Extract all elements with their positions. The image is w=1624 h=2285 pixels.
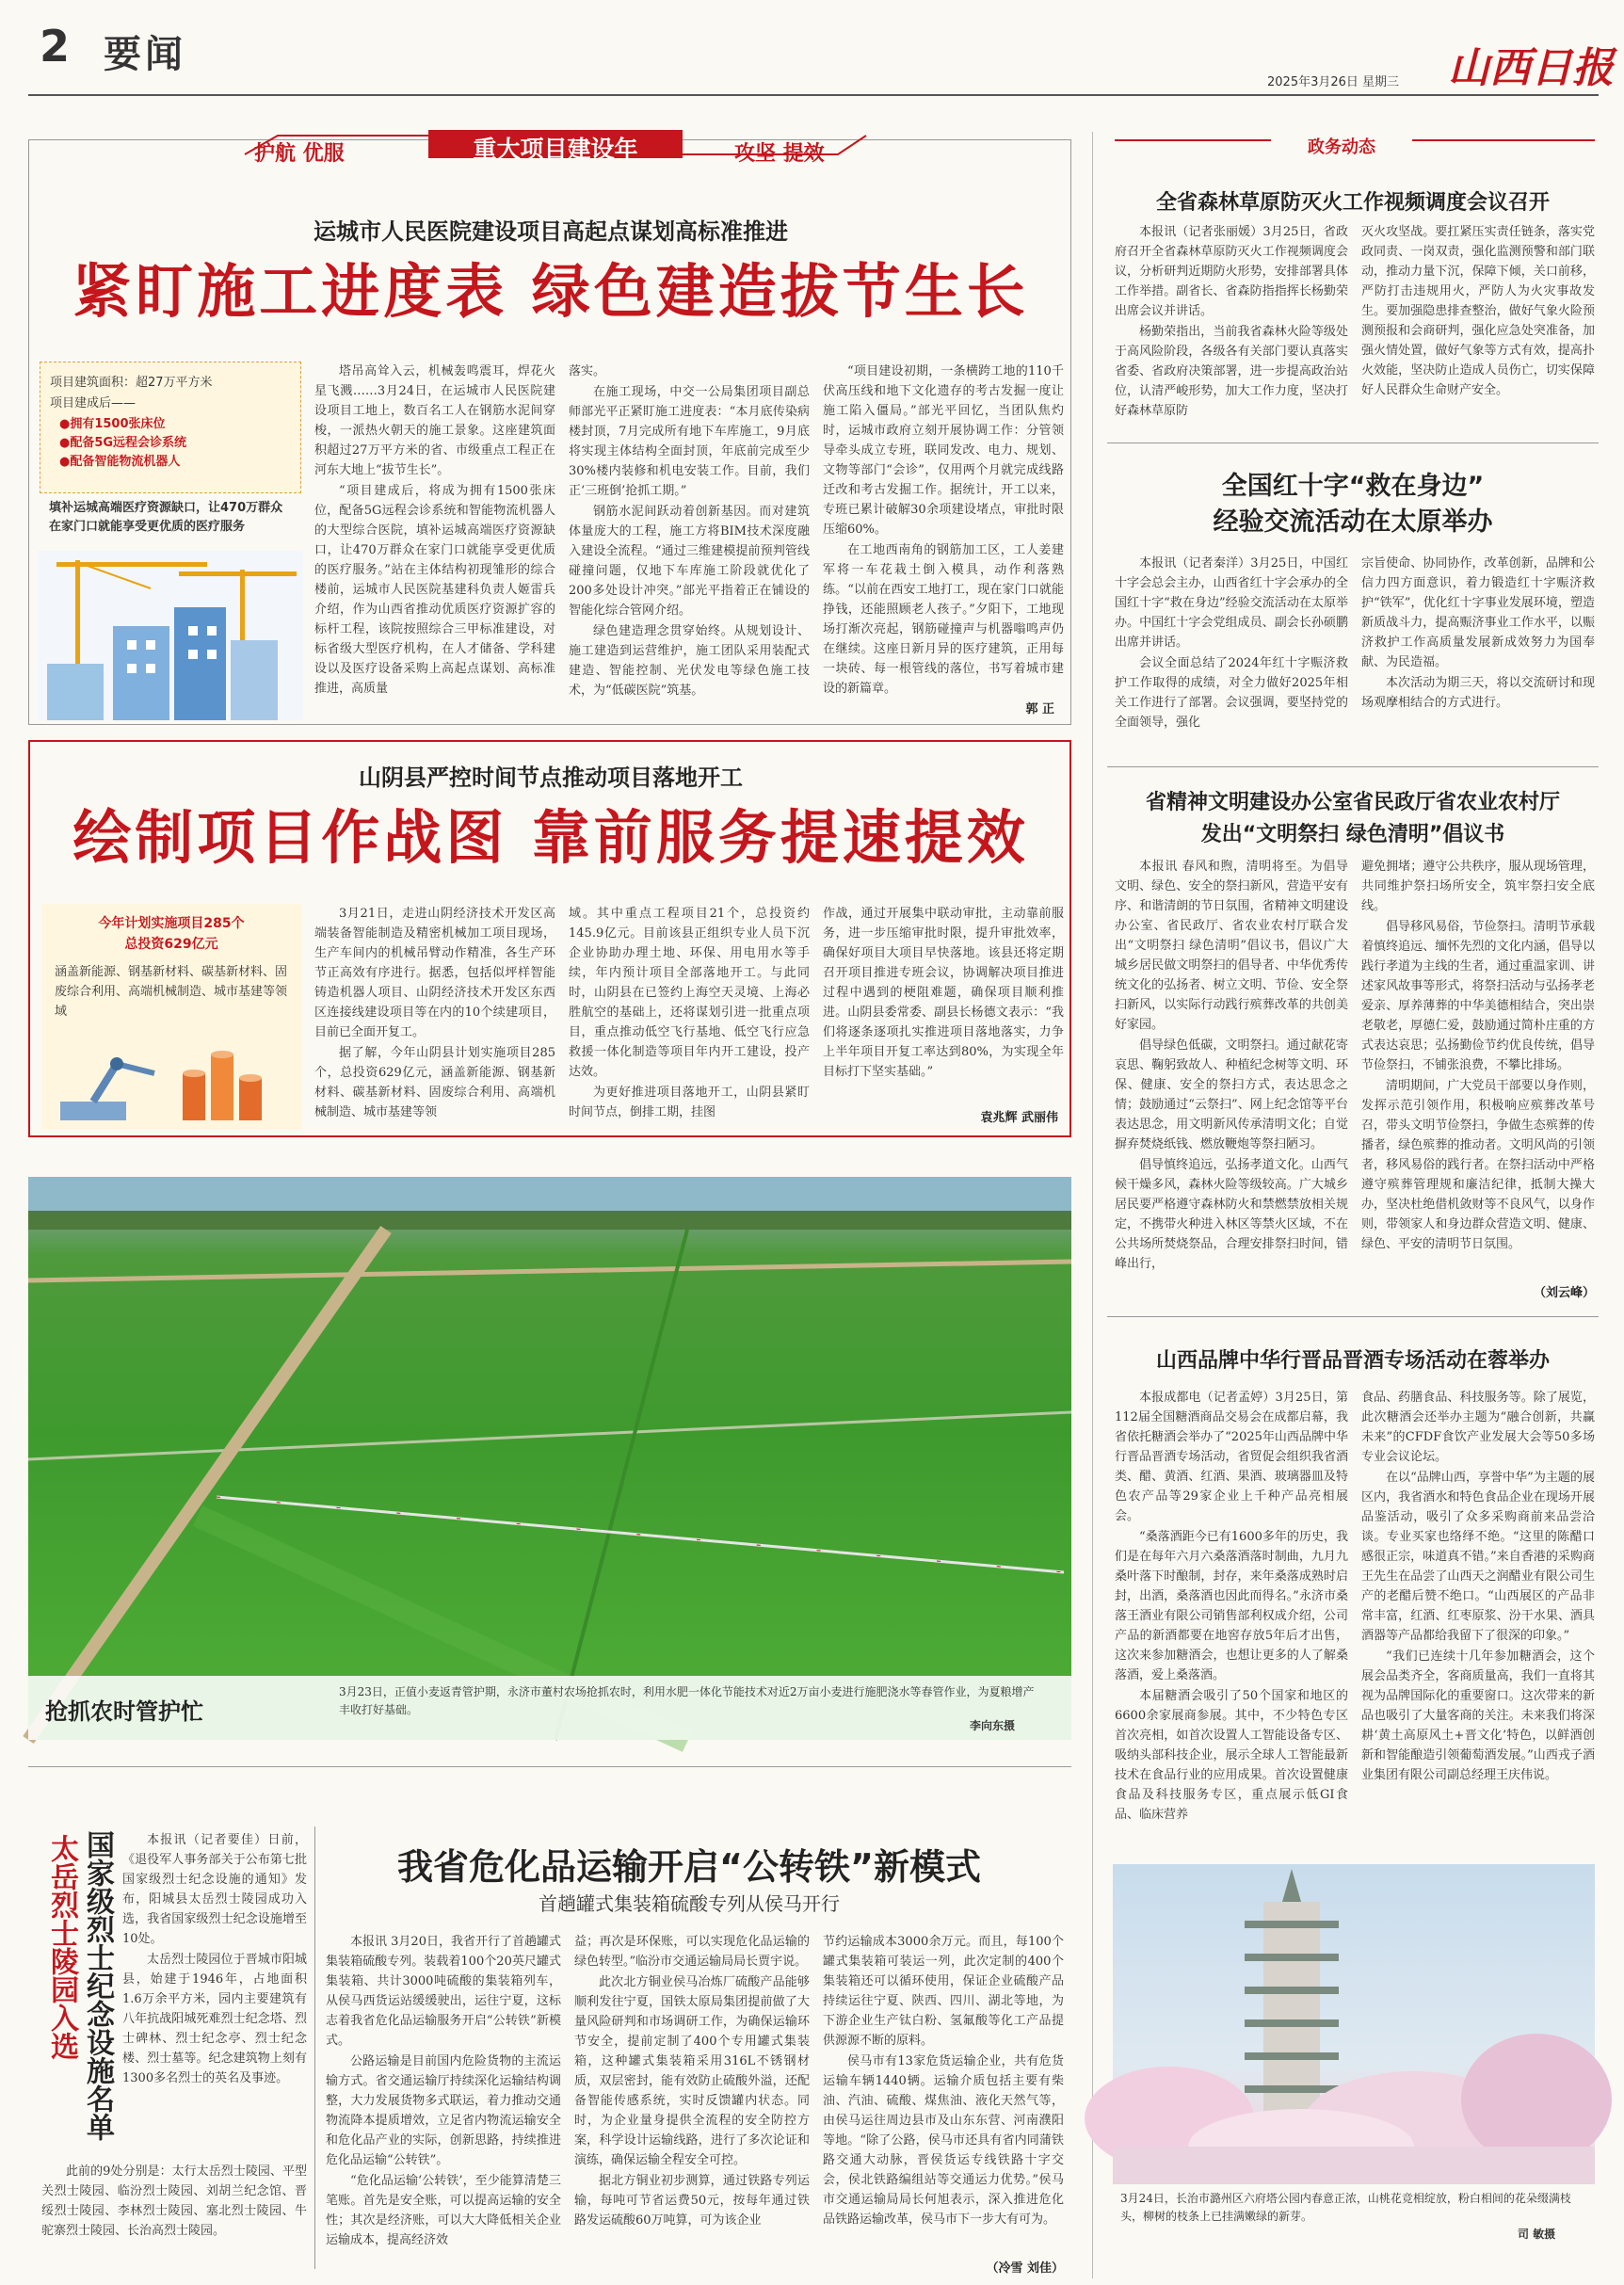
news1-para: 杨勤荣指出，当前我省森林火险等级处于高风险阶段，各级各有关部门要认真落实省委、省政府决策部署，进一步提高政治站位，认清严峻形势，加大工作力度，坚决打好森林草原防 xyxy=(1115,325,1348,418)
news-divider xyxy=(1107,1316,1599,1317)
story1-col1 xyxy=(314,362,555,719)
story1-kicker: 运城市人民医院建设项目高起点谋划高标准推进 xyxy=(314,218,788,245)
news4-col2 xyxy=(1361,1388,1595,1838)
story1-para: “项目建设初期，一条横跨工地的110千伏高压线和地下文化遗存的考古发掘一度让施工陷入僵局。”部光平回忆，当团队焦灼时，运城市政府立刻开展协调工作：分管领导牵头成立专班，联同发改、电力、规划、文物等部门“会诊”，仅用两个月就完成线路迁改和考古发掘工作。据统计，开工以来，专班已累计破解30余项建设堵点，审批时限压缩60%。 xyxy=(823,364,1064,537)
story2-para: 域。其中重点工程项目21个，总投资约145.9亿元。目前该县正组织专业人员下沉企业协助办理土地、环保、用电用水等手续，年内预计项目全部落地开工。与此同时，山阴县在已签约上海空天灵境、上海必胜航空的基础上，还将谋划引进一批重点项目，重点推动低空飞行基地、低空飞行应急救援一体化制造等项目年内开工建设，投产达效。 xyxy=(569,907,810,1079)
banner-right: 攻坚 提效 xyxy=(734,142,825,166)
news2-para: 宗旨使命、协同协作，改革创新，品牌和公信力四方面意识，着力锻造红十字赈济救护“铁军”，优化红十字事业发展环境，塑造新质战斗力，提高赈济事业工作水平，以赈济救护工作高质量发展新成效努力为国奉献、为民造福。 xyxy=(1361,556,1595,669)
banner-left: 护航 优服 xyxy=(254,142,345,166)
section-title: 要闻 xyxy=(104,33,186,76)
story2-col2 xyxy=(569,904,810,1130)
story3-para: 公路运输是目前国内危险货物的主流运输方式。省交通运输厅持续深化运输结构调整，大力发展货物多式联运，着力推动交通物流降本提质增效，立足省内物流运输安全和危化品产业的实际，创新思路，持续推进危化品运输“公转铁”。 xyxy=(326,2054,561,2167)
story4-para: 本报讯（记者要佳）日前，《退役军人事务部关于公布第七批国家级烈士纪念设施的通知》发布，阳城县太岳烈士陵园成功入选，我省国家级烈士纪念设施增至10处。 xyxy=(122,1833,307,1946)
news3-para: 倡导绿色低碳，文明祭扫。通过献花寄哀思、鞠躬致故人、种植纪念树等文明、环保、健康、安全的祭扫方式，表达思念之情；鼓励通过“云祭扫”、网上纪念馆等平台表达思念，用文明新风传承清明文化；自觉摒弃焚烧纸钱、燃放鞭炮等祭扫陋习。 xyxy=(1115,1038,1348,1151)
right-column-rule xyxy=(1092,132,1093,2278)
story1-headline: 紧盯施工进度表 绿色建造拔节生长 xyxy=(72,257,1029,326)
pagoda-photo xyxy=(1113,1864,1595,2263)
infobox-after: 项目建成后—— xyxy=(50,396,137,410)
story2-byline: 袁兆辉 武丽伟 xyxy=(980,1111,1058,1125)
story4-para: 太岳烈士陵园位于晋城市阳城县，始建于1946年，占地面积1.6万余平方米，园内主要建筑有八年抗战阳城死难烈士纪念塔、烈士碑林、烈士纪念亭、烈士纪念楼、烈士墓等。纪念建筑物上刻有1300多名烈士的英名及事迹。 xyxy=(122,1953,307,2085)
news3-para: 倡导慎终追远，弘扬孝道文化。山西气候干燥多风，森林火险等级较高。广大城乡居民要严格遵守森林防火和禁燃禁放相关规定，不携带火种进入林区等禁火区域，不在公共场所焚烧祭品，合理安排祭扫时间，错峰出行， xyxy=(1115,1158,1348,1271)
story2-info-note: 涵盖新能源、钢基新材料、碳基新材料、固废综合利用、高端机械制造、城市基建等领域 xyxy=(55,965,288,1019)
infobox-note: 填补运城高端医疗资源缺口，让470万群众在家门口就能享受更优质的医疗服务 xyxy=(49,501,283,534)
story4-headline: 国家级烈士纪念设施名单 xyxy=(81,1830,114,2141)
news4-col1 xyxy=(1115,1388,1348,1838)
news3-byline: （刘云峰） xyxy=(1533,1286,1595,1300)
story3-byline: （冷雪 刘佳） xyxy=(986,2261,1064,2276)
photo-caption: 3月23日，正值小麦返青管护期，永济市董村农场抢抓农时，利用水肥一体化节能技术对近2万亩小麦进行施肥浇水等春管作业，为夏粮增产丰收打好基础。 xyxy=(339,1685,1035,1716)
story2-col1 xyxy=(314,904,555,1130)
news4-para: 食品、药膳食品、科技服务等。除了展览，此次糖酒会还举办主题为“融合创新，共赢未来”的CFDF食饮产业发展大会等50多场专业会议论坛。 xyxy=(1361,1391,1595,1464)
infobox-item: ●配备5G远程会诊系统 xyxy=(59,436,187,450)
story1-col2 xyxy=(569,362,810,719)
news4-para: 在以“品牌山西，享誉中华”为主题的展区内，我省酒水和特色食品企业在现场开展品鉴活动，吸引了众多采购商前来品尝洽谈。专业买家也络绎不绝。“这里的陈醋口感很正宗，味道真不错。”来自香港的采购商王先生在品尝了山西天之润醋业有限公司生产的老醋后赞不绝口。“山西展区的产品非常丰富，红酒、红枣原浆、汾干水果、酒具酒器等产品都给我留下了很深的印象。” xyxy=(1361,1471,1595,1643)
story1-para: 落实。 xyxy=(569,364,606,378)
story1-infobox xyxy=(40,362,301,493)
news3-headline: 省精神文明建设办公室省民政厅省农业农村厅 发出“文明祭扫 绿色清明”倡议书 xyxy=(1145,791,1560,846)
story2-para: 为更好推进项目落地开工，山阴县紧盯时间节点，倒排工期，挂图 xyxy=(569,1086,810,1119)
news4-para: “我们已连续十几年参加糖酒会，这个展会品类齐全，客商质量高，我们一直将其视为品牌国际化的重要窗口。这次带来的新品也吸引了大量客商的关注。未来我们将深耕‘黄土高原风土+晋文化’特色，以鲜酒创新和智能酿造引领葡萄酒发展。”山西戎子酒业集团有限公司副总经理王庆伟说。 xyxy=(1361,1649,1595,1782)
banner xyxy=(226,126,885,164)
section-label: 政务动态 xyxy=(1271,134,1412,158)
story4-headline2: 太岳烈士陵园入选 xyxy=(45,1834,78,2060)
paper-logo: 山西日报 xyxy=(1448,44,1614,92)
story4-para: 此前的9处分别是：太行太岳烈士陵园、平型关烈士陵园、临汾烈士陵园、刘胡兰纪念馆、晋绥烈士陵园、李林烈士陵园、塞北烈士陵园、牛驼寨烈士陵园、长治高烈士陵园。 xyxy=(41,2164,307,2238)
story3-subhead: 首趟罐式集装箱硫酸专列从侯马开行 xyxy=(539,1892,840,1915)
news1-col1 xyxy=(1115,222,1348,469)
news4-para: “桑落酒距今已有1600多年的历史，我们是在每年六月六桑落酒落时制曲，九月九桑叶落下时酿制，封存，来年桑落成熟时启封，出酒，桑落酒也因此而得名。”永济市桑落王酒业有限公司销售部利权成介绍，公司产品的新酒都要在地窖存放5年后才出售，这次来参加糖酒会，也想让更多的人了解桑落酒，爱上桑落酒。 xyxy=(1115,1530,1348,1682)
story1-para: 钢筋水泥间跃动着创新基因。而对建筑体量庞大的工程，施工方将BIM技术深度融入建设全流程。“通过三维建模提前预判管线碰撞问题，仅地下车库施工阶段就优化了200多处设计冲突。”部光平指着正在铺设的智能化综合管网介绍。 xyxy=(569,505,810,618)
story3-para: 据北方铜业初步测算，通过铁路专列运输，每吨可节省运费50元，按每年通过铁路发运硫酸60万吨算，可为该企业 xyxy=(574,2174,810,2228)
story1-para: 在施工现场，中交一公局集团项目副总师部光平正紧盯施工进度表：“本月底传染病楼封顶，7月完成所有地下车库施工，9月底将实现主体结构全面封顶，年底前完成至少30%楼内装修和机电安装工作。目前，我们正‘三班倒’抢抓工期。” xyxy=(569,385,810,498)
story3-headline: 我省危化品运输开启“公转铁”新模式 xyxy=(397,1846,981,1888)
story3-rule xyxy=(28,1766,1071,1767)
story1-para: 在工地西南角的钢筋加工区，工人姜建军将一车花栽土倒入模具，动作利落熟练。“以前在西安工地打工，现在家门口就能挣钱，还能照顾老人孩子。”夕阳下，工地现场打渐次亮起，钢筋碰撞声与机器嗡鸣声仍在继续。这座日新月异的医疗建筑，正用每一块砖、每一根管线的落位，书写着城市建设的新篇章。 xyxy=(823,543,1064,696)
story2-para: 据了解，今年山阴县计划实施项目285个，总投资629亿元，涵盖新能源、钢基新材料、碳基新材料、固废综合利用、高端机械制造、城市基建等领 xyxy=(314,1046,555,1119)
story3-col2 xyxy=(574,1932,810,2278)
story1-para: 绿色建造理念贯穿始终。从规划设计、施工建造到运营维护，施工团队采用装配式建造、智能控制、光伏发电等绿色施工技术，为“低碳医院”筑基。 xyxy=(569,624,810,698)
masthead-rule xyxy=(28,94,1599,96)
news2-para: 本报讯（记者秦洋）3月25日，中国红十字会总会主办，山西省红十字会承办的全国红十字“救在身边”经验交流活动在太原举办。中国红十字会党组成员、副会长孙硕鹏出席并讲话。 xyxy=(1115,556,1348,650)
news2-col2 xyxy=(1361,554,1595,731)
industry-illustration xyxy=(51,1036,294,1126)
news2-col1 xyxy=(1115,554,1348,731)
story1-para: 塔吊高耸入云，机械轰鸣震耳，焊花火星飞溅……3月24日，在运城市人民医院建设项目工地上，数百名工人在钢筋水泥间穿梭，一派热火朝天的施工景象。这座建筑面积超过27万平方米的省、市级重点工程正在河东大地上“拔节生长”。 xyxy=(314,364,555,477)
story3-para: 此次北方铜业侯马冶炼厂硫酸产品能够顺利发往宁夏，国铁太原局集团提前做了大量风险研判和市场调研工作，为确保运输环节安全，提前定制了400个专用罐式集装箱，这种罐式集装箱采用316L不锈钢材质，双层密封，能有效防止硫酸外溢，还配备智能传感系统，实时反馈罐内状态。同时，为企业量身提供全流程的安全防控方案，科学设计运输线路，进行了多次论证和演练，确保运输全程安全可控。 xyxy=(574,1975,810,2167)
infobox-item: ●配备智能物流机器人 xyxy=(59,455,181,469)
news1-col2 xyxy=(1361,222,1595,469)
news3-col2 xyxy=(1361,857,1595,1282)
news4-para: 本届糖酒会吸引了50个国家和地区的6600余家展商参展。其中，不少特色专区首次亮相，如首次设置人工智能设备专区、吸纳头部科技企业，展示全球人工智能最新技术在食品行业的应用成果。首次设置健康食品及科技服务专区，重点展示低GI食品、临床营养 xyxy=(1115,1689,1348,1822)
news2-para: 本次活动为期三天，将以交流研讨和现场观摩相结合的方式进行。 xyxy=(1361,676,1595,710)
news1-para: 灭火攻坚战。要扛紧压实责任链条，落实党政同责、一岗双责，强化监测预警和部门联动，推动力量下沉，保障下倾，关口前移，严防打击违规用火，严防人为火灾事故发生。要加强隐患排查整治，做好气象火险预测预报和会商研判，强化应急处突准备，加强火情处置，做好气象等方式有效，提高扑火效能，坚决防止造成人员伤亡，切实保障好人民群众生命财产安全。 xyxy=(1361,225,1595,397)
story3-col1 xyxy=(326,1932,561,2278)
news2-headline: 全国红十字“救在身边” 经验交流活动在太原举办 xyxy=(1213,472,1493,537)
story4-vrule xyxy=(314,1826,315,2269)
news3-para: 倡导移风易俗，节俭祭扫。清明节承载着慎终追远、缅怀先烈的文化内涵，倡导以践行孝道为主线的生者，通过重温家训、讲述家风故事等形式，将祭扫活动与弘扬孝老爱亲、厚养薄葬的中华美德相结合，突出崇老敬老，厚德仁爱，鼓励通过简朴庄重的方式表达哀思；弘扬勤俭节约优良传统，倡导节俭祭扫，不铺张浪费，不攀比排场。 xyxy=(1361,920,1595,1072)
wheat-field-photo xyxy=(28,1177,1071,1740)
story2-headline: 绘制项目作战图 靠前服务提速提效 xyxy=(72,803,1029,872)
news2-para: 会议全面总结了2024年红十字赈济救护工作取得的成绩，对全力做好2025年相关工作进行了部署。会议强调，要坚持党的全面领导，强化 xyxy=(1115,656,1348,730)
infobox-area: 项目建筑面积：超27万平方米 xyxy=(50,376,213,390)
news-divider xyxy=(1107,766,1599,767)
story2-para: 3月21日，走进山阴经济技术开发区高端装备智能制造及精密机械加工项目现场，生产车间内的机械吊臂动作精准，各生产环节正高效有序进行。据悉，包括似坪样智能铸造机器人项目、山阴经济技术开发区东西区连接线建设项目等在内的10个续建项目，目前已全面开复工。 xyxy=(314,907,555,1039)
field-lines xyxy=(28,1177,1071,1740)
story1-para: “项目建成后，将成为拥有1500张床位，配备5G远程会诊系统和智能物流机器人的大型综合医院，填补运城高端医疗资源缺口，让470万群众在家门口就能享受更优质的医疗服务。”站在主体结构初现雏形的综合楼前，运城市人民医院基建科负责人姬雷兵介绍，作为山西省推动优质医疗资源扩容的标杆工程，该院按照综合三甲标准建设，对标省级大型医疗机构，在人才储备、学科建设以及医疗设备采购上高起点谋划、高标准推进，高质量 xyxy=(314,484,555,696)
pagoda-illustration xyxy=(1113,1864,1595,2184)
news3-col1 xyxy=(1115,857,1348,1303)
story4-col1a xyxy=(122,1830,307,2085)
news4-para: 本报成都电（记者孟婷）3月25日，第112届全国糖酒商品交易会在成都启幕，我省依托糖酒会举办了“2025年山西品牌中华行晋品晋酒专场活动，省贸促会组织我省酒类、醋、黄酒、红酒、果酒、玻璃器皿及特色农产品等29家企业上千种产品亮相展会。 xyxy=(1115,1391,1348,1523)
story2-col3 xyxy=(823,904,1064,1102)
construction-illustration xyxy=(38,551,303,720)
story2-para: 作战，通过开展集中联动审批，主动靠前服务，进一步压缩审批时限，提升审批效率，确保好项目大项目早快落地。该县还将定期召开项目推进专班会议，协调解决项目推进过程中遇到的梗阻难题，确保项目顺利推进。山阴县委常委、副县长杨德文表示：“我们将逐条逐项扎实推进项目落地落实，力争上半年项目开复工率达到80%，为实现全年目标打下坚实基础。” xyxy=(823,907,1064,1079)
story1-byline: 郭 正 xyxy=(1025,702,1054,716)
news4-headline: 山西品牌中华行晋品晋酒专场活动在蓉举办 xyxy=(1155,1349,1550,1373)
news3-para: 清明期间，广大党员干部要以身作则，发挥示范引领作用，积极响应殡葬改革号召，带头文明节俭祭扫，争做生态殡葬的传播者，绿色殡葬的推动者。文明风尚的引领者，移风易俗的践行者。在祭扫活动中严格遵守殡葬管理规和廉洁纪律，抵制大操大办，坚决杜绝借机敛财等不良风气，以身作则，带领家人和身边群众营造文明、健康、绿色、平安的清明节日氛围。 xyxy=(1361,1079,1595,1251)
news3-para: 避免拥堵；遵守公共秩序，服从现场管理，共同维护祭扫场所安全，筑牢祭扫安全底线。 xyxy=(1361,860,1595,913)
pagoda-caption: 3月24日，长治市潞州区六府塔公园内春意正浓，山桃花竞相绽放，粉白相间的花朵缀满枝头，柳树的枝条上已挂满嫩绿的新芽。 xyxy=(1120,2192,1571,2223)
page-number: 2 xyxy=(40,21,71,72)
news1-para: 本报讯（记者张丽媛）3月25日，省政府召开全省森林草原防灭火工作视频调度会议，分析研判近期防火形势，安排部署具体工作举措。副省长、省森防指指挥长杨勤荣出席会议并讲话。 xyxy=(1115,225,1348,318)
pagoda-credit: 司 敏摄 xyxy=(1518,2228,1556,2241)
photo-credit: 李向东摄 xyxy=(970,1719,1016,1732)
photo-label: 抢抓农时管护忙 xyxy=(45,1698,203,1725)
story3-para: 益；再次是环保账，可以实现危化品运输的绿色转型。”临汾市交通运输局局长贾宇说。 xyxy=(574,1935,810,1969)
story3-col3 xyxy=(823,1932,1064,2258)
story2-kicker: 山阴县严控时间节点推动项目落地开工 xyxy=(359,764,743,791)
banner-center: 重大项目建设年 xyxy=(473,136,638,163)
story2-info-title: 今年计划实施项目285个 总投资629亿元 xyxy=(98,916,245,952)
story2-infobox xyxy=(41,904,301,1130)
story4-col1b xyxy=(41,2162,307,2278)
infobox-item: ●拥有1500张床位 xyxy=(59,417,166,431)
story3-para: 侯马市有13家危货运输企业，共有危货运输车辆1440辆。运输介质包括主要有柴油、汽油、硫酸、煤焦油、液化天然气等，由侯马运往周边县市及山东东营、河南濮阳等地。“除了公路，侯马市还具有省内同蒲铁路交通大动脉，晋侯货运专线铁路十字交会，侯北铁路编组站等交通运力优势。”侯马市交通运输局局长何旭表示，深入推进危化品铁路运输改革，侯马市下一步大有可为。 xyxy=(823,2054,1064,2227)
issue-date: 2025年3月26日 星期三 xyxy=(1267,75,1400,89)
story3-para: 本报讯 3月20日，我省开行了首趟罐式集装箱硫酸专列。装载着100个20英尺罐式集装箱、共计3000吨硫酸的集装箱列车，从侯马西货运站缓缓驶出，运往宁夏，这标志着我省危化品运输服务开启“公转铁”新模式。 xyxy=(326,1935,561,2048)
news1-headline: 全省森林草原防灭火工作视频调度会议召开 xyxy=(1155,191,1550,215)
news3-para: 本报讯 春风和煦，清明将至。为倡导文明、绿色、安全的祭扫新风，营造平安有序、和谐清朗的节日氛围，省精神文明建设办公室、省民政厅、省农业农村厅联合发出“文明祭扫 绿色清明”倡议书，倡议广大城乡居民做文明祭扫的倡导者、中华优秀传统文化的弘扬者、树立文明、节俭、安全祭扫新风，以实际行动践行殡葬改革的共创美好家园。 xyxy=(1115,860,1348,1032)
story3-para: 节约运输成本3000余万元。而且，每100个罐式集装箱可装运一列，此次定制的400个集装箱还可以循环使用，保证企业硫酸产品持续运往宁夏、陕西、四川、湖北等地，为下游企业生产钛白粉、氢氟酸等化工产品提供源源不断的原料。 xyxy=(823,1935,1064,2048)
story3-para: “危化品运输‘公转铁’，至少能算清楚三笔账。首先是安全账，可以提高运输的安全性；其次是经济账，可以大大降低相关企业运输成本，提高经济效 xyxy=(326,2174,561,2247)
story1-col3 xyxy=(823,362,1064,697)
